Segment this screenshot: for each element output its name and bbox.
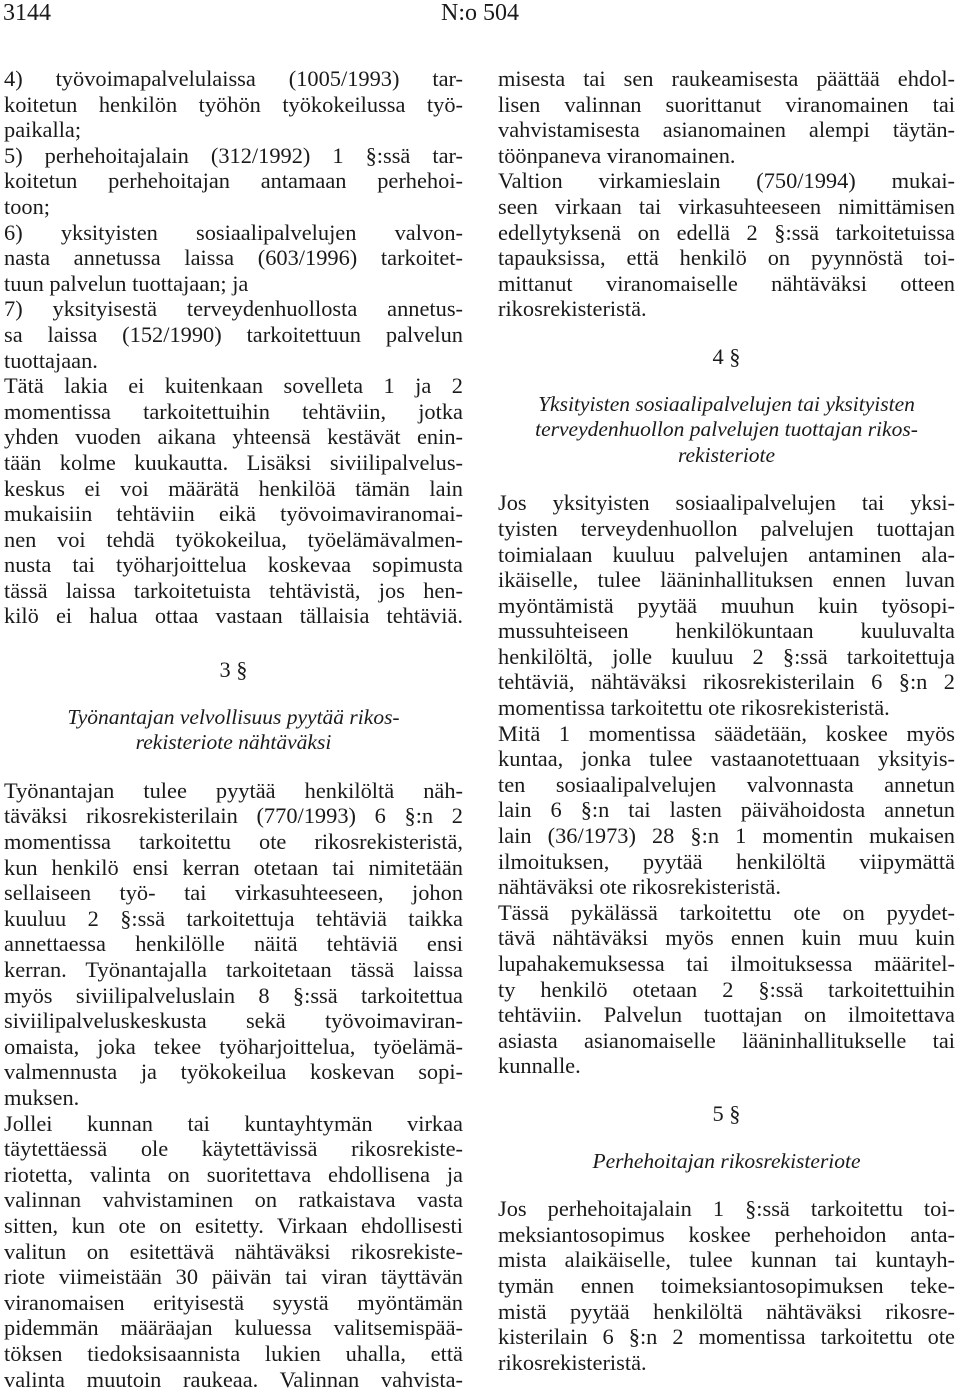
- text-line: töönpaneva viranomainen.: [498, 143, 955, 169]
- text-line: annettaessa henkilölle näitä tehtäviä ensi: [4, 931, 463, 957]
- text-line: muksen.: [4, 1085, 463, 1111]
- text-line: valmennusta ja työkokeilua koskevan sopi-: [4, 1059, 463, 1085]
- paragraph-gap: [4, 683, 463, 705]
- text-line: omaista, joka tekee työharjoittelua, työelämä-: [4, 1034, 463, 1060]
- text-line: kilö ei halua ottaa vastaan tällaisia tehtäviä.: [4, 603, 463, 629]
- text-line: sitten, kun ote on esitetty. Virkaan ehdollisesti: [4, 1213, 463, 1239]
- text-line: tässä laissa tarkoitetuista tehtävistä, jos hen-: [4, 578, 463, 604]
- text-line: kuuluu 2 §:ssä tarkoitettuja tehtäviä taikka: [4, 906, 463, 932]
- text-line: koitetun henkilön työhön työkokeilussa työ-: [4, 92, 463, 118]
- text-line: tyisten terveydenhuollon palvelujen tuottajan: [498, 516, 955, 542]
- text-line: rikosrekisteristä.: [498, 296, 955, 322]
- section-title: Yksityisten sosiaalipalvelujen tai yksityisten: [498, 392, 955, 418]
- paragraph-gap: [498, 370, 955, 392]
- page-number: 3144: [3, 0, 51, 27]
- text-line: mittanut viranomaiselle nähtäväksi otteen: [498, 271, 955, 297]
- paragraph-gap: [498, 1127, 955, 1149]
- text-line: kun henkilö ensi kerran otetaan tai nimitetään: [4, 855, 463, 881]
- paragraph-gap: [498, 1174, 955, 1196]
- text-line: valinta muutoin raukeaa. Valinnan vahvista-: [4, 1367, 463, 1392]
- text-line: momentissa tarkoitettu ote rikosrekisteristä.: [498, 695, 955, 721]
- text-line: ty henkilö otetaan 2 §:ssä tarkoitettuihin: [498, 977, 955, 1003]
- text-line: tapauksissa, että henkilö on pyynnöstä toi-: [498, 245, 955, 271]
- text-line: Jos perhehoitajalain 1 §:ssä tarkoitettu toi-: [498, 1196, 955, 1222]
- text-line: koitetun perhehoitajan antamaan perhehoi-: [4, 168, 463, 194]
- text-line: mussuhteiseen henkilökuntaan kuuluvalta: [498, 618, 955, 644]
- text-line: mukaisiin tehtäviin eikä työvoimaviranomai-: [4, 501, 463, 527]
- text-line: Mitä 1 momentissa säädetään, koskee myös: [498, 721, 955, 747]
- text-line: Tätä lakia ei kuitenkaan sovelleta 1 ja 2: [4, 373, 463, 399]
- text-line: misesta tai sen raukeamisesta päättää ehdol-: [498, 66, 955, 92]
- section-title: rekisteriote: [498, 443, 955, 469]
- text-line: paikalla;: [4, 117, 463, 143]
- text-line: mista alaikäiselle, tulee kunnan tai kuntayh-: [498, 1247, 955, 1273]
- text-line: momentissa tarkoitettuihin tehtäviin, jotka: [4, 399, 463, 425]
- text-line: tävä nähtäväksi myös ennen kuin muu kuin: [498, 925, 955, 951]
- text-line: töksen tiedoksisaannista lukien uhalla, että: [4, 1341, 463, 1367]
- text-line: riote viimeistään 30 päivän tai viran täyttävän: [4, 1264, 463, 1290]
- issue-number: N:o 504: [0, 0, 960, 27]
- text-line: nen voi tehdä työkokeilua, työelämävalmen-: [4, 527, 463, 553]
- text-line: Tässä pykälässä tarkoitettu ote on pyydet-: [498, 900, 955, 926]
- paragraph-gap: [4, 756, 463, 778]
- text-line: viranomaisen erityisestä syystä myöntämän: [4, 1290, 463, 1316]
- text-line: keskus ei voi määrätä henkilöä tämän lain: [4, 476, 463, 502]
- text-line: ten sosiaalipalvelujen valvonnasta annetun: [498, 772, 955, 798]
- text-line: lisen valinnan suorittanut viranomainen tai: [498, 92, 955, 118]
- text-line: myös siviilipalveluslain 8 §:ssä tarkoitettua: [4, 983, 463, 1009]
- text-line: ilmoituksen, pyytää henkilöltä viipymättä: [498, 849, 955, 875]
- section-heading: 5 §: [498, 1101, 955, 1127]
- section-title: terveydenhuollon palvelujen tuottajan rikos-: [498, 417, 955, 443]
- paragraph-gap: [498, 322, 955, 344]
- text-line: tään kolme kuukautta. Lisäksi siviilipalvelus-: [4, 450, 463, 476]
- text-line: täytettäessä ole käytettävissä rikosrekiste-: [4, 1136, 463, 1162]
- section-heading: 3 §: [4, 657, 463, 683]
- section-title: Perhehoitajan rikosrekisteriote: [498, 1149, 955, 1175]
- text-line: myöntämistä pyytää muuhun kuin työsopi-: [498, 593, 955, 619]
- text-line: edellytyksenä on edellä 2 §:ssä tarkoitetuissa: [498, 220, 955, 246]
- text-line: seen virkaan tai virkasuhteeseen nimittämisen: [498, 194, 955, 220]
- text-line: 6) yksityisten sosiaalipalvelujen valvon-: [4, 220, 463, 246]
- text-line: sa laissa (152/1990) tarkoitettuun palvelun: [4, 322, 463, 348]
- text-line: momentissa tarkoitettu ote rikosrekisteristä,: [4, 829, 463, 855]
- text-line: Työnantajan tulee pyytää henkilöltä näh-: [4, 778, 463, 804]
- text-line: Valtion virkamieslain (750/1994) mukai-: [498, 168, 955, 194]
- paragraph-gap: [498, 1079, 955, 1101]
- section-heading: 4 §: [498, 344, 955, 370]
- text-line: tuottajaan.: [4, 348, 463, 374]
- section-title: Työnantajan velvollisuus pyytää rikos-: [4, 705, 463, 731]
- left-column: [4, 60, 463, 1392]
- text-line: täväksi rikosrekisterilain (770/1993) 6 §:n 2: [4, 803, 463, 829]
- text-line: rikosrekisteristä.: [498, 1350, 955, 1376]
- text-line: Jos yksityisten sosiaalipalvelujen tai yksi-: [498, 490, 955, 516]
- text-line: 4) työvoimapalvelulaissa (1005/1993) tar-: [4, 66, 463, 92]
- text-line: nasta annetussa laissa (603/1996) tarkoitet-: [4, 245, 463, 271]
- text-line: sellaiseen työ- tai virkasuhteeseen, johon: [4, 880, 463, 906]
- right-column: [498, 60, 955, 1375]
- text-line: lupahakemuksessa tai ilmoituksessa määritel-: [498, 951, 955, 977]
- text-line: mistä pyytää henkilöltä nähtäväksi rikosre-: [498, 1299, 955, 1325]
- text-line: kisterilain 6 §:n 2 momentissa tarkoitettu ote: [498, 1324, 955, 1350]
- text-line: ikäiselle, tulee lääninhallituksen ennen luvan: [498, 567, 955, 593]
- page-header: [0, 0, 960, 30]
- text-line: vahvistamisesta asianomainen alempi täytän-: [498, 117, 955, 143]
- text-line: Jollei kunnan tai kuntayhtymän virkaa: [4, 1111, 463, 1137]
- text-line: henkilöltä, jolle kuuluu 2 §:ssä tarkoitettuja: [498, 644, 955, 670]
- text-line: asiasta asianomaiselle lääninhallitukselle tai: [498, 1028, 955, 1054]
- text-line: nusta tai työharjoittelua koskevaa sopimusta: [4, 552, 463, 578]
- text-line: lain 6 §:n tai lasten päivähoidosta annetun: [498, 797, 955, 823]
- text-line: kunnalle.: [498, 1053, 955, 1079]
- text-line: tuun palvelun tuottajaan; ja: [4, 271, 463, 297]
- text-line: yhden vuoden aikana yhteensä kestävät enin-: [4, 424, 463, 450]
- text-line: nähtäväksi ote rikosrekisteristä.: [498, 874, 955, 900]
- text-line: toimialaan kuuluu palvelujen antaminen ala-: [498, 542, 955, 568]
- text-line: riotetta, valinta on suoritettava ehdollisena ja: [4, 1162, 463, 1188]
- paragraph-gap: [498, 468, 955, 490]
- text-line: 7) yksityisestä terveydenhuollosta annetus-: [4, 296, 463, 322]
- text-line: meksiantosopimus koskee perhehoidon anta-: [498, 1222, 955, 1248]
- text-line: tehtäviä, nähtäväksi rikosrekisterilain 6 §:n 2: [498, 669, 955, 695]
- section-title: rekisteriote nähtäväksi: [4, 730, 463, 756]
- text-line: tymän ennen toimeksiantosopimuksen teke-: [498, 1273, 955, 1299]
- text-line: kuntaa, jonka tulee vastaanotettuaan yksityis-: [498, 746, 955, 772]
- text-line: tehtäviin. Palvelun tuottajan on ilmoitettava: [498, 1002, 955, 1028]
- paragraph-gap: [4, 629, 463, 657]
- text-line: 5) perhehoitajalain (312/1992) 1 §:ssä tar-: [4, 143, 463, 169]
- text-line: siviilipalveluskeskusta sekä työvoimaviran-: [4, 1008, 463, 1034]
- text-line: valinnan vahvistaminen on ratkaistava vasta: [4, 1187, 463, 1213]
- text-line: pidemmän määräajan kuluessa valitsemispää-: [4, 1315, 463, 1341]
- text-line: valitun on esitettävä nähtäväksi rikosrekiste-: [4, 1239, 463, 1265]
- text-line: lain (36/1973) 28 §:n 1 momentin mukaisen: [498, 823, 955, 849]
- text-line: kerran. Työnantajalla tarkoitetaan tässä laissa: [4, 957, 463, 983]
- text-line: toon;: [4, 194, 463, 220]
